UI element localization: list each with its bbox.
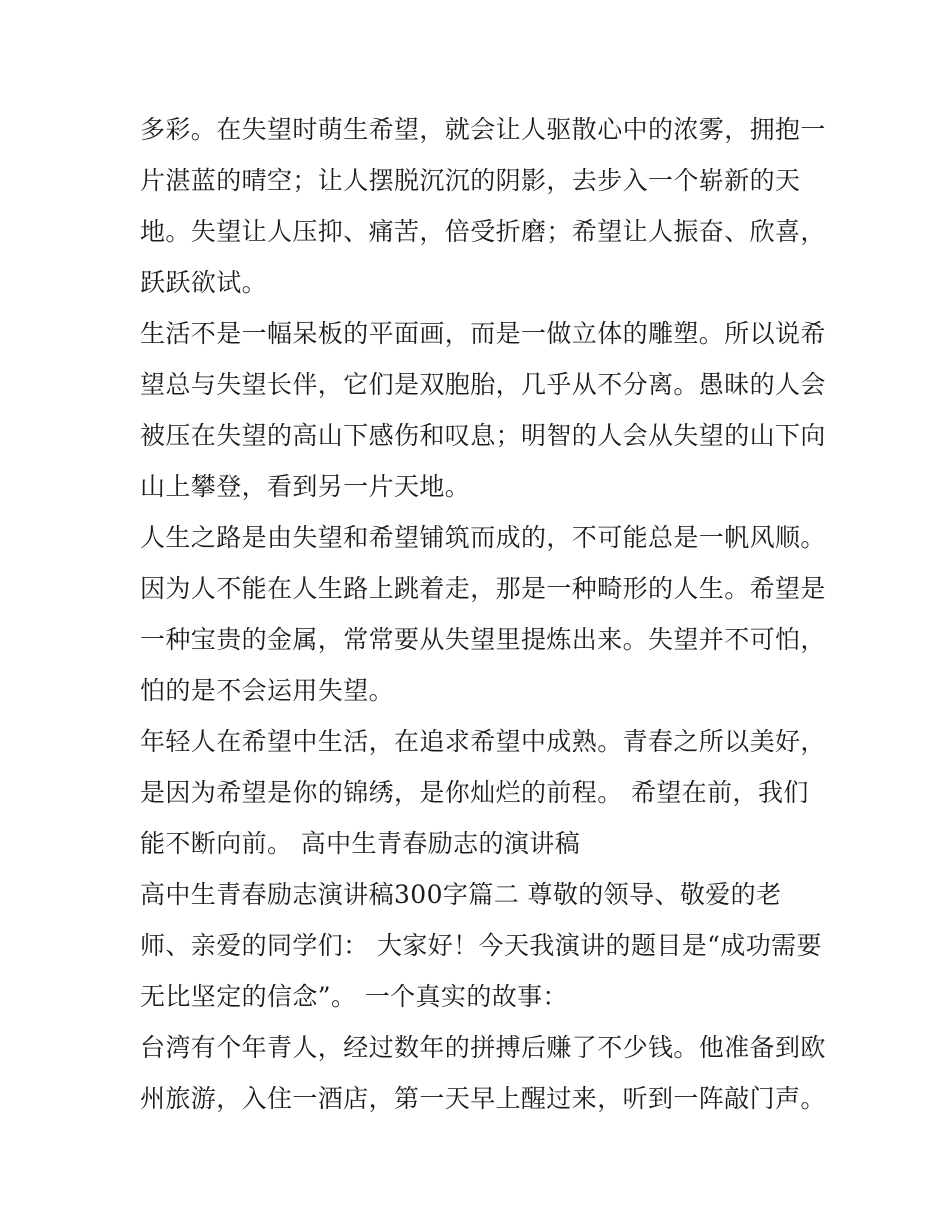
text-line: 年轻人在希望中生活，在追求希望中成熟。青春之所以美好， [140,727,826,756]
text-line: 片湛蓝的晴空；让人摆脱沉沉的阴影，去步入一个崭新的天 [140,166,801,195]
text-line: 人生之路是由失望和希望铺筑而成的，不可能总是一帆风顺。 [140,523,826,552]
text-line: 台湾有个年青人，经过数年的拼搏后赚了不少钱。他准备到欧 [140,1033,826,1062]
text-line: 一种宝贵的金属，常常要从失望里提炼出来。失望并不可怕， [140,625,826,654]
text-line: 地。失望让人压抑、痛苦，倍受折磨；希望让人振奋、欣喜， [140,217,826,246]
text-line: 高中生青春励志演讲稿300字篇二 尊敬的领导、敬爱的老 [140,880,782,909]
text-line: 是因为希望是你的锦绣，是你灿烂的前程。 希望在前，我们 [140,778,809,807]
text-line: 多彩。在失望时萌生希望，就会让人驱散心中的浓雾，拥抱一 [140,115,826,144]
text-line: 州旅游，入住一酒店，第一天早上醒过来，听到一阵敲门声。 [140,1084,826,1113]
text-line: 师、亲爱的同学们： 大家好！今天我演讲的题目是“成功需要 [140,931,822,960]
document-body [140,104,826,1124]
text-line: 因为人不能在人生路上跳着走，那是一种畸形的人生。希望是 [140,574,826,603]
text-line: 被压在失望的高山下感伤和叹息；明智的人会从失望的山下向 [140,421,826,450]
text-line: 怕的是不会运用失望。 [140,676,395,705]
text-line: 山上攀登，看到另一片天地。 [140,472,471,501]
text-line: 望总与失望长伴，它们是双胞胎，几乎从不分离。愚昧的人会 [140,370,826,399]
text-line: 跃跃欲试。 [140,268,268,297]
text-line: 生活不是一幅呆板的平面画，而是一做立体的雕塑。所以说希 [140,319,826,348]
text-line: 无比坚定的信念”。 一个真实的故事： [140,982,568,1011]
text-line: 能不断向前。 高中生青春励志的演讲稿 [140,829,581,858]
